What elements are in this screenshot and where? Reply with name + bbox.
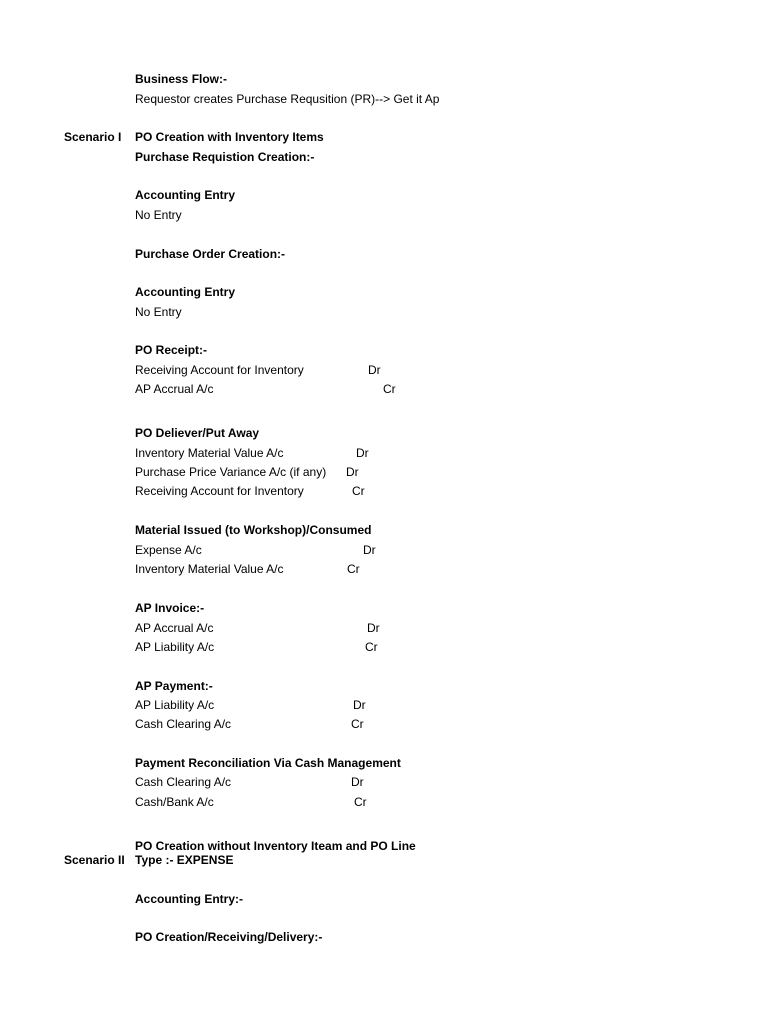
entry-side: Cr — [352, 484, 365, 498]
pr-accounting-heading: Accounting Entry — [135, 188, 236, 202]
po-deliver-heading: PO Deliever/Put Away — [135, 426, 260, 440]
entry-account: Expense A/c — [135, 543, 202, 557]
entry-side: Cr — [347, 562, 360, 576]
entry-account: Purchase Price Variance A/c (if any) — [135, 465, 327, 479]
scenario-1-title: PO Creation with Inventory Items — [135, 130, 324, 144]
entry-account: Inventory Material Value A/c — [135, 562, 284, 576]
po-creation-heading: Purchase Order Creation:- — [135, 247, 286, 261]
entry-account: Cash Clearing A/c — [135, 775, 232, 789]
scenario-2-title-line1: PO Creation without Inventory Iteam and PO Line — [135, 839, 416, 853]
pr-accounting-value: No Entry — [135, 208, 182, 222]
entry-account: AP Liability A/c — [135, 698, 215, 712]
po-accounting-heading: Accounting Entry — [135, 285, 236, 299]
entry-side: Dr — [353, 698, 366, 712]
pr-creation-heading: Purchase Requistion Creation:- — [135, 150, 315, 164]
entry-account: Cash Clearing A/c — [135, 717, 232, 731]
scenario-2-title-line2: Type :- EXPENSE — [135, 853, 234, 867]
entry-account: Receiving Account for Inventory — [135, 484, 304, 498]
po-accounting-value: No Entry — [135, 305, 182, 319]
entry-account: AP Liability A/c — [135, 640, 215, 654]
entry-side: Dr — [356, 446, 369, 460]
entry-account: Inventory Material Value A/c — [135, 446, 284, 460]
entry-side: Cr — [383, 382, 396, 396]
scenario-1-label: Scenario I — [64, 130, 122, 144]
entry-account: AP Accrual A/c — [135, 382, 214, 396]
payment-reconciliation-heading: Payment Reconciliation Via Cash Management — [135, 756, 401, 770]
entry-side: Dr — [351, 775, 364, 789]
scenario-2-sub-heading: PO Creation/Receiving/Delivery:- — [135, 930, 323, 944]
entry-account: Cash/Bank A/c — [135, 795, 214, 809]
entry-side: Cr — [354, 795, 367, 809]
entry-side: Dr — [368, 363, 381, 377]
entry-side: Dr — [346, 465, 359, 479]
material-issued-heading: Material Issued (to Workshop)/Consumed — [135, 523, 372, 537]
entry-side: Cr — [365, 640, 378, 654]
ap-invoice-heading: AP Invoice:- — [135, 601, 205, 615]
business-flow-heading: Business Flow:- — [135, 72, 228, 86]
scenario-2-accounting-heading: Accounting Entry:- — [135, 892, 243, 906]
entry-side: Cr — [351, 717, 364, 731]
entry-side: Dr — [363, 543, 376, 557]
po-receipt-heading: PO Receipt:- — [135, 343, 208, 357]
ap-payment-heading: AP Payment:- — [135, 679, 213, 693]
entry-account: AP Accrual A/c — [135, 621, 214, 635]
entry-side: Dr — [367, 621, 380, 635]
scenario-2-label: Scenario II — [64, 853, 125, 867]
business-flow-text: Requestor creates Purchase Requsition (PR)--> Get it Ap — [135, 92, 440, 106]
entry-account: Receiving Account for Inventory — [135, 363, 304, 377]
